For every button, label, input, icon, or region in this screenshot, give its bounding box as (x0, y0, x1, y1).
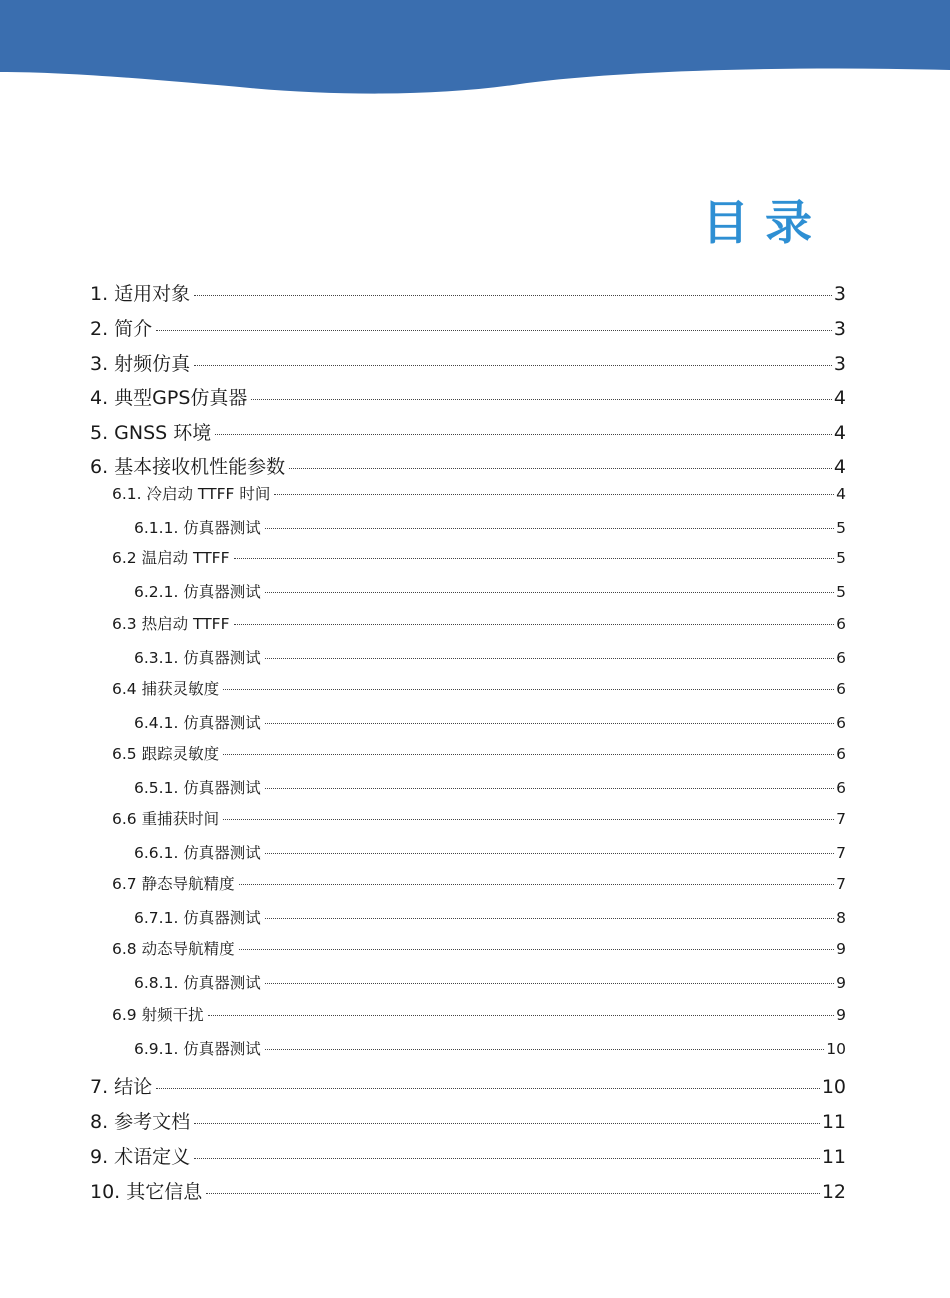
toc-entry-label: 6.1. 冷启动 TTFF 时间 (112, 485, 271, 503)
toc-entry-page: 6 (836, 649, 846, 667)
toc-entry[interactable] (90, 1142, 846, 1169)
toc-entry[interactable] (134, 580, 846, 602)
toc-dot-leader (274, 494, 834, 495)
toc-entry[interactable] (90, 418, 846, 445)
toc-entry[interactable] (112, 807, 846, 829)
toc-entry-page: 4 (833, 387, 846, 409)
toc-entry-label: 6.2 温启动 TTFF (112, 549, 230, 567)
toc-dot-leader (265, 983, 834, 984)
toc-entry-label: 4. 典型GPS仿真器 (90, 387, 248, 409)
toc-entry[interactable] (112, 612, 846, 634)
toc-entry-label: 6.1.1. 仿真器测试 (134, 519, 261, 537)
toc-dot-leader (265, 1049, 824, 1050)
toc-dot-leader (265, 658, 834, 659)
toc-entry-page: 7 (836, 844, 846, 862)
toc-dot-leader (223, 819, 834, 820)
toc-entry-page: 6 (836, 745, 846, 763)
toc-entry[interactable] (90, 1107, 846, 1134)
toc-entry-page: 10 (821, 1076, 846, 1098)
toc-dot-leader (265, 723, 834, 724)
toc-dot-leader (265, 918, 834, 919)
toc-dot-leader (156, 1088, 820, 1089)
toc-entry-label: 6.5 跟踪灵敏度 (112, 745, 220, 763)
toc-dot-leader (215, 434, 832, 435)
toc-entry-page: 9 (836, 974, 846, 992)
toc-entry[interactable] (112, 742, 846, 764)
toc-entry-page: 4 (836, 485, 846, 503)
toc-entry-label: 6.7 静态导航精度 (112, 875, 235, 893)
toc-dot-leader (234, 558, 835, 559)
toc-entry[interactable] (90, 314, 846, 341)
toc-entry-label: 6.9.1. 仿真器测试 (134, 1040, 261, 1058)
toc-entry-page: 4 (833, 456, 846, 478)
toc-dot-leader (194, 365, 832, 366)
toc-entry-label: 6. 基本接收机性能参数 (90, 456, 286, 478)
toc-entry-label: 6.3 热启动 TTFF (112, 615, 230, 633)
toc-entry[interactable] (134, 1037, 846, 1059)
toc-entry-label: 6.9 射频干扰 (112, 1006, 204, 1024)
toc-entry[interactable] (134, 971, 846, 993)
toc-entry-label: 6.6 重捕获时间 (112, 810, 220, 828)
toc-entry-label: 6.6.1. 仿真器测试 (134, 844, 261, 862)
toc-entry-page: 5 (836, 583, 846, 601)
toc-dot-leader (194, 295, 832, 296)
toc-entry-label: 2. 简介 (90, 318, 153, 340)
toc-entry[interactable] (112, 937, 846, 959)
toc-dot-leader (234, 624, 835, 625)
toc-title: 目录 (702, 196, 828, 251)
toc-dot-leader (265, 528, 834, 529)
toc-entry-page: 9 (836, 940, 846, 958)
toc-dot-leader (251, 399, 831, 400)
toc-entry-label: 7. 结论 (90, 1076, 153, 1098)
toc-entry-label: 6.4.1. 仿真器测试 (134, 714, 261, 732)
toc-entry-label: 6.8.1. 仿真器测试 (134, 974, 261, 992)
toc-entry[interactable] (90, 383, 846, 410)
toc-dot-leader (239, 884, 835, 885)
toc-entry-page: 5 (836, 519, 846, 537)
toc-entry-label: 6.7.1. 仿真器测试 (134, 909, 261, 927)
toc-dot-leader (194, 1158, 820, 1159)
toc-entry-page: 6 (836, 714, 846, 732)
toc-entry-page: 12 (821, 1181, 846, 1203)
toc-entry[interactable] (134, 776, 846, 798)
toc-entry-label: 6.3.1. 仿真器测试 (134, 649, 261, 667)
toc-entry-page: 11 (821, 1111, 846, 1133)
toc-entry[interactable] (90, 349, 846, 376)
toc-dot-leader (239, 949, 835, 950)
toc-entry-page: 6 (836, 779, 846, 797)
toc-entry[interactable] (90, 452, 846, 479)
toc-entry[interactable] (134, 516, 846, 538)
toc-entry-label: 6.2.1. 仿真器测试 (134, 583, 261, 601)
toc-dot-leader (265, 853, 834, 854)
toc-entry[interactable] (90, 1177, 846, 1204)
toc-entry[interactable] (112, 482, 846, 504)
toc-entry-page: 3 (833, 318, 846, 340)
toc-entry-page: 7 (836, 875, 846, 893)
toc-entry-page: 10 (826, 1040, 846, 1058)
toc-dot-leader (194, 1123, 820, 1124)
toc-entry-label: 8. 参考文档 (90, 1111, 191, 1133)
toc-entry-page: 4 (833, 422, 846, 444)
toc-entry[interactable] (90, 1072, 846, 1099)
toc-entry-page: 3 (833, 283, 846, 305)
toc-entry-page: 3 (833, 353, 846, 375)
toc-dot-leader (223, 689, 834, 690)
toc-entry-label: 1. 适用对象 (90, 283, 191, 305)
toc-entry-label: 6.8 动态导航精度 (112, 940, 235, 958)
toc-entry-label: 6.5.1. 仿真器测试 (134, 779, 261, 797)
toc-entry[interactable] (134, 646, 846, 668)
toc-entry[interactable] (134, 841, 846, 863)
toc-entry-page: 7 (836, 810, 846, 828)
toc-dot-leader (265, 788, 834, 789)
toc-dot-leader (265, 592, 834, 593)
toc-entry-page: 8 (836, 909, 846, 927)
toc-entry-page: 9 (836, 1006, 846, 1024)
toc-dot-leader (208, 1015, 835, 1016)
toc-entry[interactable] (112, 677, 846, 699)
toc-dot-leader (156, 330, 832, 331)
toc-dot-leader (289, 468, 832, 469)
toc-entry-label: 6.4 捕获灵敏度 (112, 680, 220, 698)
toc-dot-leader (206, 1193, 820, 1194)
toc-entry-page: 5 (836, 549, 846, 567)
toc-entry-label: 3. 射频仿真 (90, 353, 191, 375)
toc-entry-label: 10. 其它信息 (90, 1181, 203, 1203)
toc-entry-label: 5. GNSS 环境 (90, 422, 212, 444)
toc-entry[interactable] (134, 906, 846, 928)
toc-entry-page: 6 (836, 615, 846, 633)
toc-entry[interactable] (134, 711, 846, 733)
toc-entry-page: 11 (821, 1146, 846, 1168)
toc-entry[interactable] (112, 546, 846, 568)
header-wave-band (0, 0, 950, 100)
toc-entry[interactable] (90, 279, 846, 306)
toc-entry[interactable] (112, 1003, 846, 1025)
toc-entry-label: 9. 术语定义 (90, 1146, 191, 1168)
toc-entry-page: 6 (836, 680, 846, 698)
toc-entry[interactable] (112, 872, 846, 894)
toc-dot-leader (223, 754, 834, 755)
